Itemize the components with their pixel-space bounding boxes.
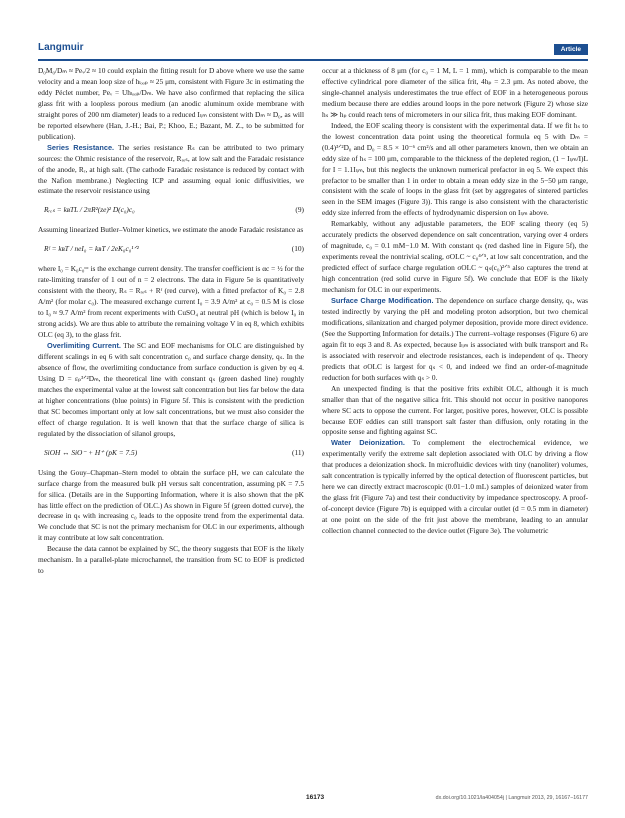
equation-body: Rᵣₑₛ = kʙTL / 2πR²(ze)² D(c₀)c₀ <box>44 205 135 215</box>
paragraph-text: Indeed, the EOF scaling theory is consistent with the experimental data. If we fit hₛ to the lowest concentration data point using the theoretical formula eq 5 with Dₘ = (0.4)³ᐟ²D₀ and D₀ = 8.5 × 10⁻⁶ cm²/s and all other parameters known, then we obtain an eddy size of hₛ = 100 μm, comparable to the thickness of the depleted region, (1 − Iₗᵢₘ/I)L for I = 1.1Iₗᵢₘ, but this neglects the unknown numerical prefactor in eq 5. We expect this prefactor to be smaller than 1 in order to obtain a mean eddy size in the 5−50 μm range, consistent with the scale of loops in the glass frit (set by aggregates of sintered particles seen in the SEM images (Figure 3)). This range is also consistent with the characteristic eddy size inferred from the effects of hydrodynamic dispersion on Iₗᵢₘ above. <box>322 120 588 218</box>
page-header <box>38 44 588 58</box>
paragraph <box>322 438 588 537</box>
paragraph <box>38 544 304 577</box>
paragraph-text: The SC and EOF mechanisms for OLC are distinguished by different scalings in eq 6 with salt concentration c₀ and surface charge density, qₛ. In the absence of flow, the overlimiting conductance from surface conduction is given by eq 4. Using D = εₚ³ᐟ²Dₘ, the theoretical line with constant qₛ (green dashed line) roughly matches the experimental value at the lowest salt concentration but lies far below the data at higher concentrations (blue points) in Figure 5f. This is consistent with the prediction that SC becomes important only at low salt concentrations, but we must also consider the effect of charge regulation. It is well known that that the surface charge of silica is regulated by the dissociation of silanol groups, <box>38 341 305 438</box>
equation <box>38 443 304 465</box>
paragraph-text: Remarkably, without any adjustable parameters, the EOF scaling theory (eq 5) accurately predicts the observed dependence on salt concentration, varying over 4 orders of magnitude, c₀ = 0.1 mM−1.0 M. With constant qₛ (red dashed line in Figure 5f), the experiments reveal the nontrivial scaling, σOLC ~ c₀⁴ᐟ⁵, at low salt concentration, and the predicted effect of surface charge regulation σOLC ~ qₛ(c₀)²ᐟ⁵ also captures the trend at high concentration (red solid curve in Figure 5f). We conclude that EOF is the likely mechanism for OLC in our experiments. <box>322 219 588 295</box>
paragraph <box>322 296 588 384</box>
equation-number: (9) <box>295 205 304 215</box>
paragraph <box>322 66 588 121</box>
page-footer <box>38 794 588 804</box>
left-column <box>38 66 304 577</box>
paragraph <box>322 384 588 439</box>
equation-body: Rᶠ = kʙT / neI₀ = kʙT / 2eK₀c₀¹ᐟ² <box>44 244 139 254</box>
section-heading: Series Resistance. <box>47 142 115 152</box>
equation-number: (10) <box>291 244 304 254</box>
paragraph <box>38 264 304 341</box>
equation-body: SiOH ↔ SiO⁻ + H⁺ (pK = 7.5) <box>44 447 138 457</box>
paragraph <box>38 225 304 236</box>
paragraph-text: where I₀ = K₀c₀ᵅᶜ is the exchange current density. The transfer coefficient is αc = ½ for the rate-limiting transfer of 1 out of n = 2 electrons. The data in Figure 5e is quantitatively consistent with the theory, Rₛ = Rᵣₑₛ + Rᶠ (red curve), with a fitted prefactor of K₀ = 2.8 A/m² (for molar c₀). The measured exchange current I₀ = 3.9 A/m² at c₀ = 0.5 M is close to I₀ ≈ 9.7 A/m² from recent experiments with CuSO₄ at neutral pH (which is below I₀ in strong acids). We are thus able to attribute the remaining voltage V in eq 8, which exhibits OLC (eq 3), to the glass frit. <box>38 264 304 340</box>
header-rule <box>38 59 588 61</box>
paragraph-text: An unexpected finding is that the positive frits exhibit OLC, although it is much smaller than that of the negative silica frit. This should not occur in positive nanopores where SC acts to oppose the current. For larger, positive pores, however, OLC is possible because EOF eddies can still transport salt faster than diffusion, only rotating in the opposite sense and fighting against SC. <box>322 383 588 437</box>
section-heading: Overlimiting Current. <box>47 341 121 351</box>
paragraph <box>38 66 304 143</box>
paragraph <box>322 121 588 220</box>
equation <box>38 239 304 261</box>
paragraph <box>38 468 304 545</box>
equation-number: (11) <box>292 447 304 457</box>
article-badge: Article <box>554 44 588 55</box>
paragraph-text: The dependence on surface charge density, qₛ, was tested indirectly by varying the pH and modeling proton adsorption, but two chemical modifications, silanization and charged polymer deposition, provide more direct evidence. (See the Supporting Information for details.) The current–voltage responses (Figure 6) are again fit to eqs 3 and 8. As expected, because Iₗᵢₘ is associated with bulk transport and Rₛ is associated with reservoir and electrode resistances, each is independent of qₛ. Theory predicts that σOLC is largest for qₛ < 0, and indeed we find an order-of-magnitude reduction for both surfaces with qₛ > 0. <box>322 296 588 382</box>
page-number: 16173 <box>306 794 325 801</box>
paragraph <box>38 143 304 198</box>
paragraph <box>322 219 588 296</box>
doi-citation: dx.doi.org/10.1021/la404054j | Langmuir 2013, 29, 16167−16177 <box>435 795 588 801</box>
paragraph-text: D₀M₀/Dₘ ≈ Peᵥ/2 ≈ 10 could explain the fitting result for D above where we use the same velocity and a mean loop size of hₗₒₒₚ ≈ 25 μm, consistent with Figure 3c in estimating the eddy Péclet number, Peᵥ = Uhₗₒₒₚ/Dₘ. We have also confirmed that replacing the silica glass frit with a loopless porous medium (an anodic aluminum oxide membrane with straight pores of 200 nm diameter) leads to a reduced Iₗᵢₘ consistent with Dₘ ≈ D₀, as will be reported elsewhere (Han, J.-H.; Bai, P.; Khoo, E.; Bazant, M. Z., to be submitted for publication). <box>38 66 304 141</box>
paragraph-text: Because the data cannot be explained by SC, the theory suggests that EOF is the likely mechanism. In a parallel-plate microchannel, the transition from SC to EOF is predicted to <box>38 544 304 576</box>
paragraph-text: Assuming linearized Butler–Volmer kinetics, we estimate the anode Faradaic resistance as <box>38 225 304 235</box>
paragraph-text: To complement the electrochemical evidence, we experimentally verify the extreme salt depletion associated with OLC by driving a flow that produces a deionization shock. In microfluidic devices with tiny (nanoliter) volumes, salt concentration is typically inferred by the optical detection of fluorescent particles, but here we can directly extract macroscopic (0.01−1.0 mL) samples of deionized water from the glass frit (Figure 7a) and test their conductivity by impedance spectroscopy. A proof-of-concept device (Figure 7b) is equipped with a circular outlet (d = 0.5 mm in diameter) at one point on the side of the frit just above the membrane, leading to an annular collection channel connected to the device outlet (Figure 3e). The volumetric <box>322 438 588 536</box>
right-column <box>322 66 588 537</box>
paragraph-text: The series resistance Rₛ can be attributed to two primary sources: the Ohmic resistance of the reservoir, Rᵣₑₛ, at low salt and the Faradaic resistance of the anode, Rᵣ, at high salt. (The cathode Faradaic resistance is reduced by contact with the Nafion membrane.) Neglecting ICP and assuming equal ionic diffusivities, we estimate the reservoir resistance using <box>38 142 304 196</box>
paragraph-text: occur at a thickness of 8 μm (for c₀ = 1 M, L = 1 mm), which is comparable to the mean effective cylindrical pore diameter of the silica frit, 4hₚ = 2.3 μm. As noted above, the single-channel analysis underestimates the true effect of EOF in a heterogeneous porous medium because there are eddies around loops in the pore network (Figure 2) whose size hₛ ≫ hₚ could reach tens of micrometers in our silica frit, thus making EOF dominant. <box>322 66 588 119</box>
journal-name: Langmuir <box>38 42 84 53</box>
paragraph <box>38 341 304 440</box>
equation <box>38 200 304 222</box>
section-heading: Surface Charge Modification. <box>331 296 434 306</box>
section-heading: Water Deionization. <box>331 438 405 448</box>
paragraph-text: Using the Gouy–Chapman–Stern model to obtain the surface pH, we can calculate the surface charge from the measured bulk pH versus salt concentration, assuming pK = 7.5 for silica. (Details are in the Supporting Information, where it is also shown that the pK has little effect on the prediction of OLC.) As shown in Figure 5f (green dotted curve), the decrease in qₛ with increasing c₀ leads to the opposite trend from the experimental data. We conclude that SC is not the primary mechanism for OLC in our experiments, although it may contribute at low salt concentration. <box>38 467 304 543</box>
